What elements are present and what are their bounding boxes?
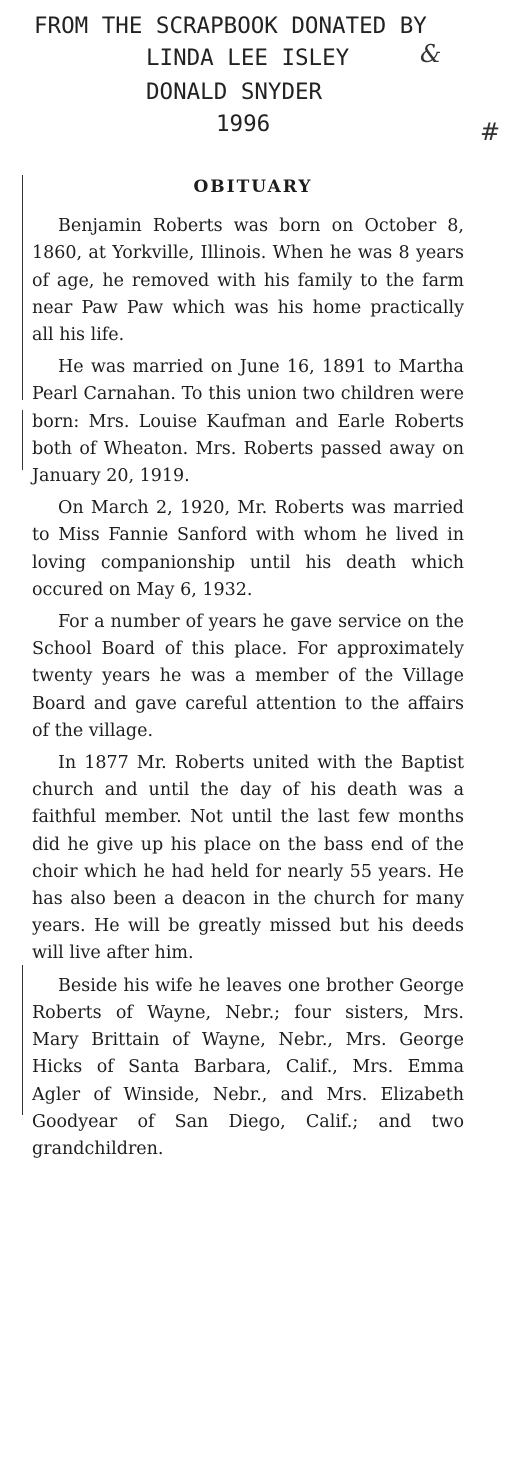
- paragraph-second-marriage: On March 2, 1920, Mr. Roberts was married to Miss Fannie Sanford with whom he lived in loving companionship until his death which occured on May 6, 1932.: [32, 498, 464, 600]
- header-donor-name: LINDA LEE ISLEY: [146, 45, 350, 71]
- obituary-clipping: [32, 174, 464, 1168]
- paragraph-first-marriage: He was married on June 16, 1891 to Martha Pearl Carnahan. To this union two children were born: Mrs. Louise Kaufman and Earle Roberts both of Wheaton. Mrs. Roberts passed away on January 20, 1919.: [32, 357, 464, 487]
- handwritten-ampersand-mark: &: [420, 40, 442, 68]
- paragraph-birth: Benjamin Roberts was born on October 8, 1860, at Yorkville, Illinois. When he was 8 years of age, he removed with his family to the farm near Paw Paw which was his home practically all his life.: [32, 216, 464, 346]
- header-second-donor: DONALD SNYDER: [146, 79, 323, 105]
- paragraph-survivors: Beside his wife he leaves one brother George Roberts of Wayne, Nebr.; four sisters, Mrs. Mary Brittain of Wayne, Nebr., Mrs. George Hicks of Santa Barbara, Calif., Mrs. Emma Agler of Winside, Nebr., and Mrs. Elizabeth Goodyear of San Diego, Calif.; and two grandchildren.: [32, 975, 464, 1159]
- hash-mark: #: [480, 118, 501, 146]
- clipping-edge-lower: [22, 965, 23, 1115]
- header-donated-line: FROM THE SCRAPBOOK DONATED BY: [34, 13, 427, 39]
- clipping-edge-middle: [22, 410, 23, 470]
- paragraph-church: In 1877 Mr. Roberts united with the Baptist church and until the day of his death was a faithful member. Not until the last few months did he give up his place on the bass end of the choir which he had held for nearly 55 years. He has also been a deacon in the church for many years. He will be greatly missed but his deeds will live after him.: [32, 753, 464, 964]
- obituary-title: OBITUARY: [193, 177, 313, 197]
- paragraph-public-service: For a number of years he gave service on the School Board of this place. For approximately twenty years he was a member of the Village Board and gave careful attention to the affairs of the village.: [32, 612, 464, 741]
- header-year: 1996: [216, 111, 271, 137]
- clipping-edge-upper: [22, 175, 23, 400]
